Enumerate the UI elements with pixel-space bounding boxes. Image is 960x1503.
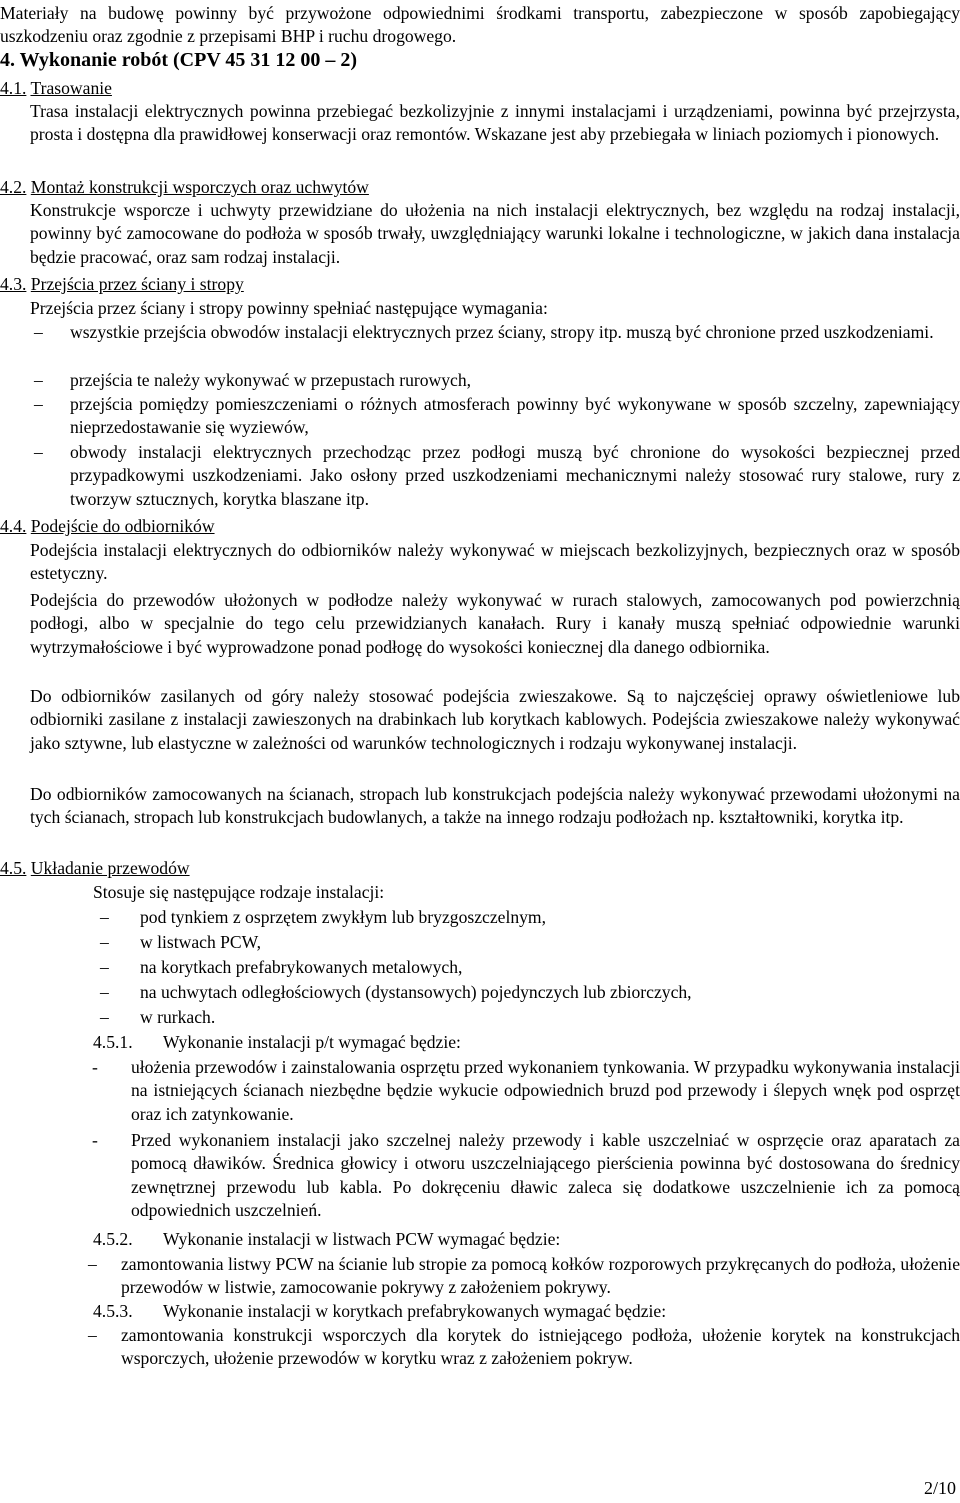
section-number: 4.4. (0, 516, 27, 536)
dash-bullet: – (34, 394, 43, 414)
section-4-3-lead: Przejścia przez ściany i stropy powinny spełniać następujące wymagania: (30, 298, 548, 318)
list-item: – na korytkach prefabrykowanych metalowych, (100, 956, 960, 979)
section-number: 4.5. (0, 858, 27, 878)
section-4-2-text: Konstrukcje wsporcze i uchwyty przewidziane do ułożenia na nich instalacji elektrycznych, bez względu na rodzaj instalacji, powinny być zamocowane do podłoża w sposób trwały, uwzględniający warunki lokalne i technologiczne, w jakich dana instalacja będzie pracować, oraz sam rodzaj instalacji. (30, 200, 960, 267)
section-title: Montaż konstrukcji wsporczych oraz uchwytów (30, 177, 369, 197)
list-item: - Przed wykonaniem instalacji jako szczelnej należy przewody i kable uszczelniać w osprzęcie oraz aparatach za pomocą dławików. Średnica głowicy i otworu uszczelniającego pierścienia powinna być dostosowana do średnicy zewnętrznej przewodu lub kabla. Po dokręceniu dławic zaleca się dodatkowe uszczelnienie ich za pomocą odpowiednich uszczelnień. (92, 1130, 960, 1221)
section-4-4-paragraph: Podejścia do przewodów ułożonych w podłodze należy wykonywać w rurach stalowych, zamocowanych pod powierzchnią podłogi, albo w specjalnie do tego celu przewidzianych kanałach. Rury i kanały muszą spełniać odpowiednie warunki wytrzymałościowe i być wyprowadzone ponad podłogę do wysokości koniecznej dla danego odbiornika. (30, 590, 960, 657)
dash-bullet: – (88, 1325, 97, 1345)
section-title: Przejścia przez ściany i stropy (30, 274, 244, 294)
page-number: 2/10 (923, 1478, 956, 1498)
dash-bullet: – (34, 322, 43, 342)
list-item: – w rurkach. (100, 1006, 960, 1029)
section-4-4-heading (0, 515, 960, 538)
list-item: – zamontowania konstrukcji wsporczych dla korytek do istniejącego podłoża, ułożenie korytek na konstrukcjach wsporczych, ułożenie przewodów w korytku wraz z założeniem pokryw. (88, 1325, 960, 1369)
section-number: 4.3. (0, 274, 27, 294)
chapter-heading: 4. Wykonanie robót (CPV 45 31 12 00 – 2) (0, 49, 358, 71)
section-4-3-heading (0, 273, 960, 296)
list-item: – pod tynkiem z osprzętem zwykłym lub bryzgoszczelnym, (100, 906, 960, 929)
section-4-1-heading (0, 77, 960, 100)
section-4-5-lead: Stosuje się następujące rodzaje instalacji: (93, 882, 385, 902)
subsection-title: Wykonanie instalacji w korytkach prefabrykowanych wymagać będzie: (163, 1301, 667, 1321)
hyphen-bullet: - (92, 1130, 98, 1150)
subsection-number: 4.5.3. (93, 1301, 133, 1321)
list-item: – na uchwytach odległościowych (dystansowych) pojedynczych lub zbiorczych, (100, 981, 960, 1004)
intro-paragraph: Materiały na budowę powinny być przywożone odpowiednimi środkami transportu, zabezpieczone w sposób zapobiegający uszkodzeniu oraz zgodnie z przepisami BHP i ruchu drogowego. (0, 3, 960, 47)
hyphen-bullet: - (92, 1057, 98, 1077)
subsection-4-5-2-heading (93, 1228, 960, 1251)
section-number: 4.2. (0, 177, 27, 197)
section-4-4-paragraph: Do odbiorników zasilanych od góry należy stosować podejścia zwieszakowe. Są to najczęściej oprawy oświetleniowe lub odbiorniki zasilane z instalacji zawieszonych na drabinkach lub korytkach kablowych. Podejścia zwieszakowe należy wykonywać jako sztywne, lub elastyczne w zależności od warunków technologicznych i rodzaju wykonywanej instalacji. (30, 686, 960, 753)
list-item: – przejścia te należy wykonywać w przepustach rurowych, (34, 369, 960, 392)
dash-bullet: – (100, 932, 109, 952)
dash-bullet: – (34, 370, 43, 390)
dash-bullet: – (100, 1007, 109, 1027)
subsection-4-5-1-heading (93, 1031, 960, 1054)
list-item: - ułożenia przewodów i zainstalowania osprzętu przed wykonaniem tynkowania. W przypadku wykonywania instalacji na istniejących ścianach niezbędne będzie wykucie odpowiednich bruzd pod przewody i ślepych wnęk pod osprzęt oraz ich zatynkowanie. (92, 1057, 960, 1124)
section-4-2-heading (0, 176, 960, 199)
section-title: Podejście do odbiorników (30, 516, 215, 536)
dash-bullet: – (100, 957, 109, 977)
section-4-4-paragraph: Do odbiorników zamocowanych na ścianach, stropach lub konstrukcjach podejścia należy wykonywać przewodami ułożonymi na tych ścianach, stropach lub konstrukcjach budowlanych, a także na innego rodzaju podłożach np. kształtowniki, korytka itp. (30, 784, 960, 828)
list-item: – w listwach PCW, (100, 931, 960, 954)
dash-bullet: – (34, 442, 43, 462)
section-4-5-heading (0, 857, 960, 880)
section-4-1-text: Trasa instalacji elektrycznych powinna przebiegać bezkolizyjnie z innymi instalacjami i urządzeniami, powinna być przejrzysta, prosta i dostępna dla prawidłowej konserwacji oraz remontów. Wskazane jest aby przebiegała w liniach poziomych i pionowych. (30, 101, 960, 145)
section-4-4-paragraph: Podejścia instalacji elektrycznych do odbiorników należy wykonywać w miejscach bezkolizyjnych, bezpiecznych oraz w sposób estetyczny. (30, 540, 960, 584)
list-item: – przejścia pomiędzy pomieszczeniami o różnych atmosferach powinny być wykonywane w sposób szczelny, zapewniający nieprzedostawanie się wyziewów, (34, 394, 960, 438)
subsection-number: 4.5.2. (93, 1229, 133, 1249)
list-item: – zamontowania listwy PCW na ścianie lub stropie za pomocą kołków rozporowych przykręcanych do podłoża, ułożenie przewodów w listwie, zamocowanie pokrywy z założeniem pokrywy. (88, 1254, 960, 1298)
subsection-title: Wykonanie instalacji p/t wymagać będzie: (163, 1032, 461, 1052)
subsection-number: 4.5.1. (93, 1032, 133, 1052)
dash-bullet: – (88, 1254, 97, 1274)
subsection-4-5-3-heading (93, 1300, 960, 1323)
list-item: – wszystkie przejścia obwodów instalacji elektrycznych przez ściany, stropy itp. muszą być chronione przed uszkodzeniami. (34, 321, 960, 344)
section-number: 4.1. (0, 78, 27, 98)
dash-bullet: – (100, 907, 109, 927)
section-title: Trasowanie (30, 78, 112, 98)
list-item: – obwody instalacji elektrycznych przechodząc przez podłogi muszą być chronione do wysokości bezpiecznej przed przypadkowymi uszkodzeniami. Jako osłony przed uszkodzeniami mechanicznymi należy stosować rury stalowe, rury z tworzyw sztucznych, korytka blaszane itp. (34, 442, 960, 509)
subsection-title: Wykonanie instalacji w listwach PCW wymagać będzie: (163, 1229, 561, 1249)
section-title: Układanie przewodów (30, 858, 190, 878)
dash-bullet: – (100, 982, 109, 1002)
